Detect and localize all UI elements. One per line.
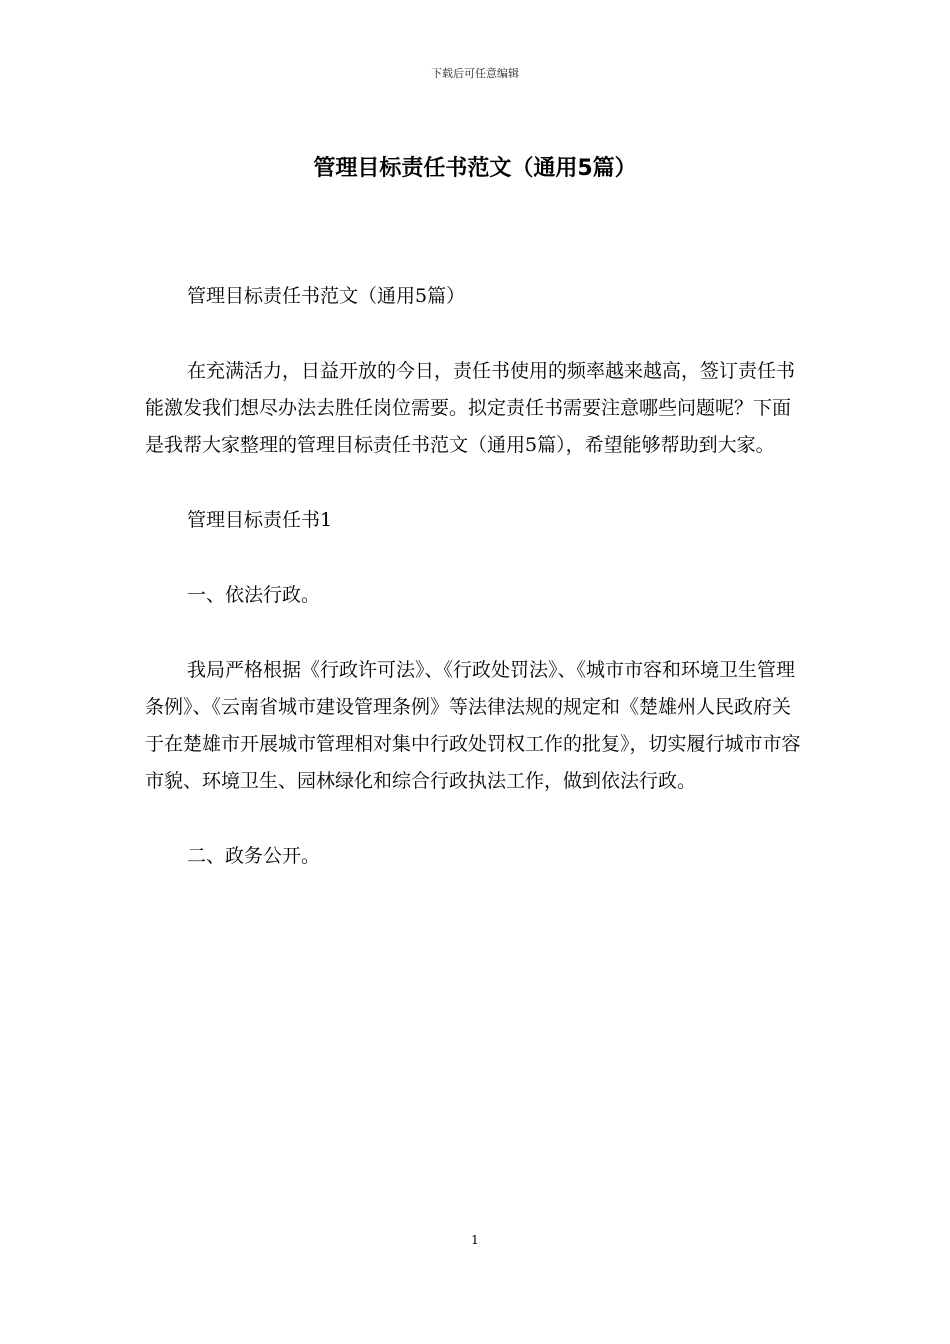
paragraph-intro: 在充满活力，日益开放的今日，责任书使用的频率越来越高，签订责任书能激发我们想尽办法去胜任岗位需要。拟定责任书需要注意哪些问题呢？下面是我帮大家整理的管理目标责任书范文（通用5篇），希望能够帮助到大家。 xyxy=(145,360,796,456)
section-heading: 管理目标责任书1 xyxy=(187,509,333,531)
document-title: 管理目标责任书范文（通用5篇） xyxy=(313,156,637,181)
list-item-heading-2: 二、政务公开。 xyxy=(187,845,321,867)
document-body xyxy=(145,278,807,913)
paragraph-subtitle: 管理目标责任书范文（通用5篇） xyxy=(187,285,466,307)
list-item-heading-1: 一、依法行政。 xyxy=(187,584,321,606)
paragraph-body: 我局严格根据《行政许可法》、《行政处罚法》、《城市市容和环境卫生管理条例》、《云南省城市建设管理条例》等法律法规的规定和《楚雄州人民政府关于在楚雄市开展城市管理相对集中行政处罚权工作的批复》，切实履行城市市容市貌、环境卫生、园林绿化和综合行政执法工作，做到依法行政。 xyxy=(145,659,801,792)
page-header-note: 下载后可任意编辑 xyxy=(431,67,519,80)
page-number: 1 xyxy=(471,1233,479,1247)
